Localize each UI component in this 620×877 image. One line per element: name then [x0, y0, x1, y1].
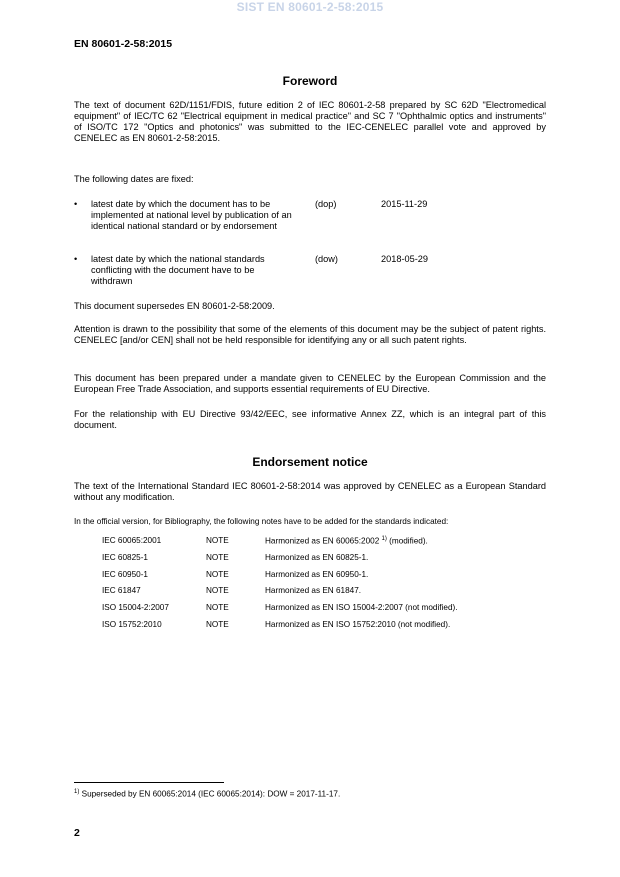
note-text-main: Harmonized as EN 60065:2002: [265, 536, 380, 546]
note-text: Harmonized as EN 60950-1.: [265, 569, 369, 579]
note-text-suffix: (modified).: [386, 536, 428, 546]
notes-intro: In the official version, for Bibliography, the following notes have to be added for the standards indicated:: [74, 517, 449, 526]
date-abbr: (dow): [315, 254, 338, 264]
supersedes-text: This document supersedes EN 80601-2-58:2009.: [74, 301, 275, 311]
note-standard: IEC 60950-1: [102, 569, 148, 579]
note-text: Harmonized as EN 60825-1.: [265, 552, 369, 562]
note-label: NOTE: [206, 552, 229, 562]
date-value: 2018-05-29: [381, 254, 428, 264]
watermark: SIST EN 80601-2-58:2015: [236, 0, 384, 14]
patent-attention-text: Attention is drawn to the possibility that some of the elements of this document may be the subject of patent rights. CENELEC [and/or CEN] shall not be held responsible for identifying any or all such patent rights.: [74, 324, 546, 345]
mandate-text: This document has been prepared under a mandate given to CENELEC by the European Commission and the European Free Trade Association, and supports essential requirements of EU Directive.: [74, 373, 546, 394]
dates-intro: The following dates are fixed:: [74, 174, 194, 184]
date-abbr: (dop): [315, 199, 337, 209]
page-number: 2: [74, 827, 80, 839]
footnote-divider: [74, 782, 224, 783]
footnote-marker: 1): [381, 536, 387, 542]
note-text: Harmonized as EN 61847.: [265, 586, 362, 596]
endorsement-text: The text of the International Standard IEC 80601-2-58:2014 was approved by CENELEC as a European Standard without any modification.: [74, 481, 546, 502]
note-label: NOTE: [206, 619, 229, 629]
directive-text: For the relationship with EU Directive 93/42/EEC, see informative Annex ZZ, which is an integral part of this document.: [74, 409, 546, 430]
note-text: [265, 536, 428, 546]
note-standard: IEC 60065:2001: [102, 536, 162, 545]
foreword-intro: The text of document 62D/1151/FDIS, future edition 2 of IEC 80601-2-58 prepared by SC 62D "Electromedical equipment" of IEC/TC 62 "Electrical equipment in medical practice" and SC 7 "Ophthalmic optics and instruments" of ISO/TC 172 "Optics and photonics" was submitted to the IEC-CENELEC parallel vote and approved by CENELEC as EN 80601-2-58:2015.: [74, 100, 546, 143]
note-standard: ISO 15004-2:2007: [102, 603, 169, 613]
date-description: latest date by which the national standards conflicting with the document have to be withdrawn: [91, 254, 265, 286]
note-standard: IEC 60825-1: [102, 552, 148, 562]
note-label: NOTE: [206, 586, 229, 596]
note-label: NOTE: [206, 536, 229, 545]
date-description: latest date by which the document has to be implemented at national level by publication of an identical national standard or by endorsement: [91, 199, 292, 231]
note-label: NOTE: [206, 603, 229, 613]
bullet: •: [74, 199, 78, 209]
footnote-marker: 1): [74, 789, 80, 795]
foreword-title: Foreword: [282, 74, 338, 88]
note-label: NOTE: [206, 569, 229, 579]
footnote-text: Superseded by EN 60065:2014 (IEC 60065:2014): DOW = 2017-11-17.: [79, 789, 341, 799]
endorsement-title: Endorsement notice: [252, 455, 368, 469]
note-text: Harmonized as EN ISO 15004-2:2007 (not modified).: [265, 603, 458, 613]
date-value: 2015-11-29: [381, 199, 428, 209]
note-standard: IEC 61847: [102, 586, 141, 596]
bullet: •: [74, 254, 78, 264]
note-standard: ISO 15752:2010: [102, 619, 162, 629]
document-id: EN 80601-2-58:2015: [74, 38, 173, 50]
footnote: [74, 789, 340, 799]
note-text: Harmonized as EN ISO 15752:2010 (not modified).: [265, 619, 451, 629]
